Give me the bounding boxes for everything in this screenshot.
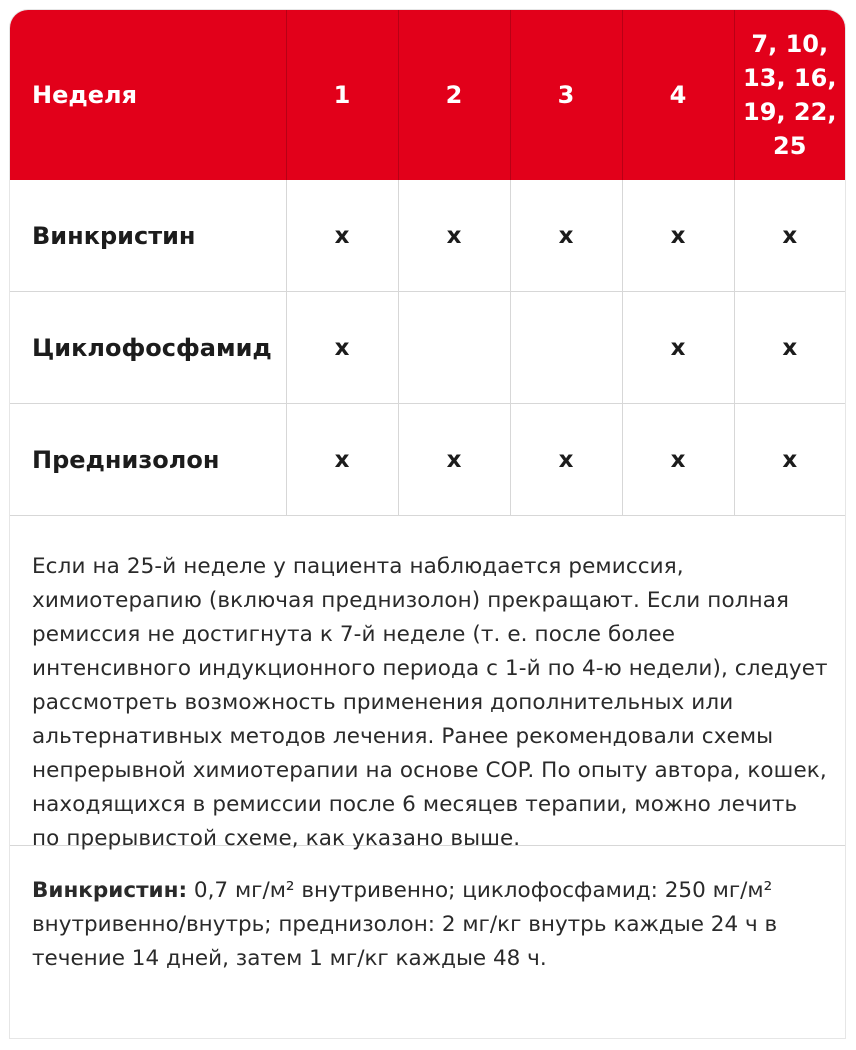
dose-mark: x [510,404,622,516]
weeks-line: 19, 22, [743,98,837,126]
schedule-table [10,10,845,515]
dose-mark: x [510,180,622,292]
remission-note [10,515,845,851]
drug-name: Винкристин [32,221,196,250]
dose-mark: x [398,180,510,292]
header-row [10,10,845,180]
dose-mark [398,292,510,404]
drug-name: Преднизолон [10,404,286,516]
weeks-line: 25 [773,132,807,160]
weeks-line: 13, 16, [743,64,837,92]
weeks-line: 7, 10, [751,30,829,58]
dose-mark: x [622,404,734,516]
remission-note-text: Если на 25-й неделе у пациента наблюдается ремиссия, химиотерапию (включая преднизолон) прекращают. Если полная ремиссия не достигнута к 7-й неделе (т. е. после более интенсивного индукционного периода с 1-й по 4-ю недели), следует рассмотреть возможность применения дополнительных или альтернативных методов лечения. Ранее рекомендовали схемы непрерывной химиотерапии на основе COP. По опыту автора, кошек, находящихся в ремиссии после 6 месяцев терапии, можно лечить по прерывистой схеме, как указано выше. [32,554,828,851]
week-header-label: Неделя [10,10,286,180]
table-row [10,292,845,404]
dose-mark: x [622,180,734,292]
dose-mark: x [734,180,845,292]
dose-mark: x [286,404,398,516]
week-3-header: 3 [510,10,622,180]
dosage-section [10,845,845,976]
dose-mark: x [398,404,510,516]
protocol-card [10,10,845,1038]
week-2-header: 2 [398,10,510,180]
table-row [10,404,845,516]
dosage-label: Винкристин: [32,878,188,903]
week-1-header: 1 [286,10,398,180]
drug-name: Циклофосфамид [10,292,286,404]
dose-mark: x [286,180,398,292]
week-4-header: 4 [622,10,734,180]
dose-mark [510,292,622,404]
table-row [10,180,845,292]
dose-mark: x [286,292,398,404]
dose-mark: x [734,404,845,516]
dosage-text: 0,7 мг/м² внутривенно; циклофосфамид: 250 мг/м² внутривенно/внутрь; преднизолон: 2 мг/кг внутрь каждые 24 ч в течение 14 дней, затем 1 мг/кг каждые 48 ч. [32,878,778,971]
dose-mark: x [622,292,734,404]
weeks-7-25-header [734,10,845,180]
dose-mark: x [734,292,845,404]
